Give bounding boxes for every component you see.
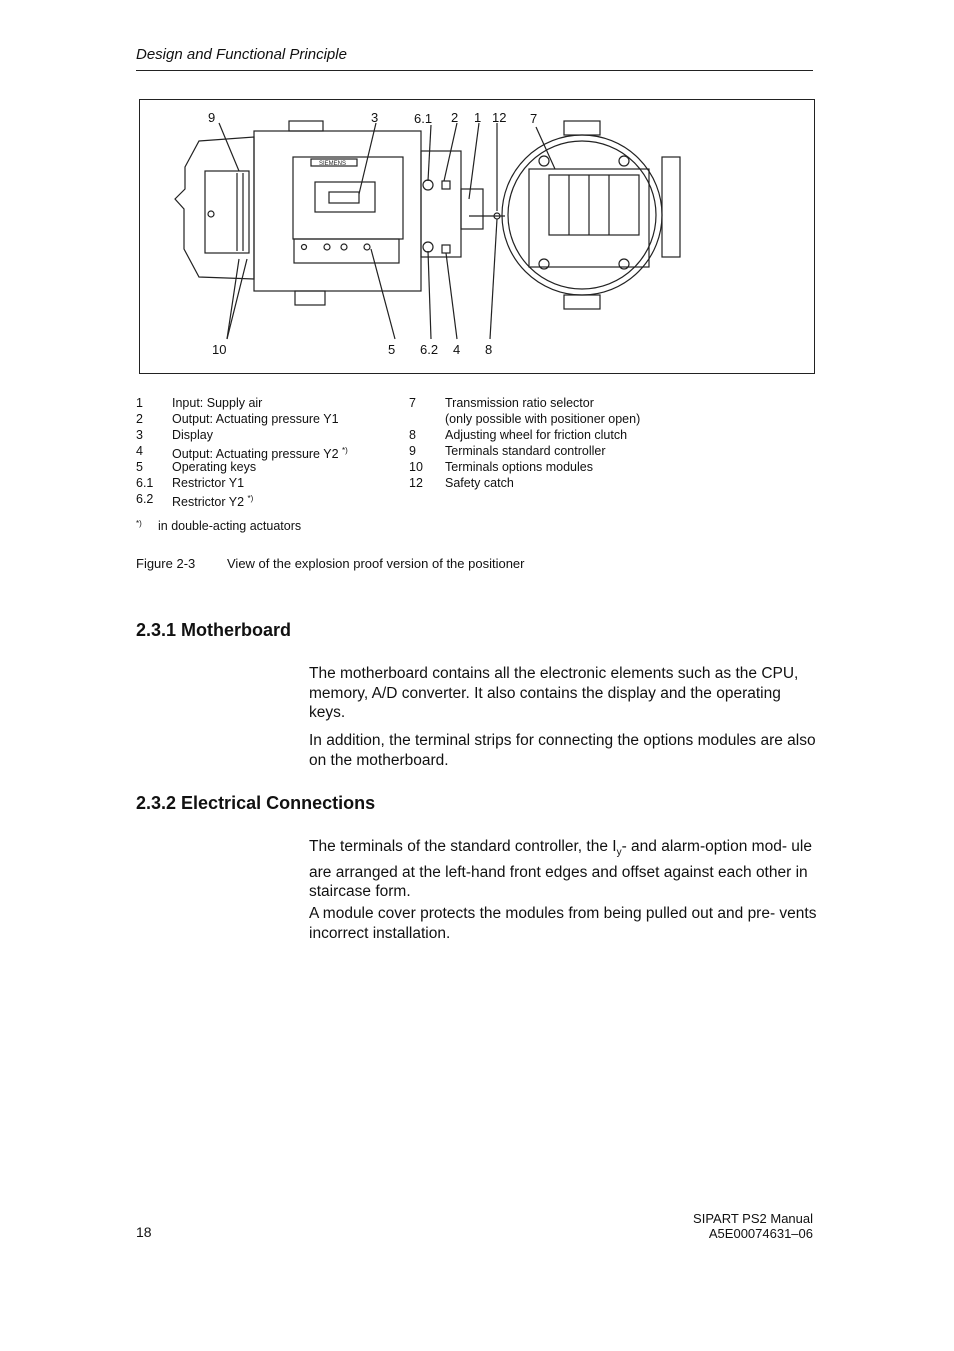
section-heading-electrical-connections: 2.3.2 Electrical Connections — [136, 793, 376, 813]
legend-num: 10 — [409, 460, 423, 474]
keypad — [294, 239, 399, 263]
footnote-text: in double-acting actuators — [158, 519, 302, 533]
legend-text: Terminals options modules — [445, 460, 593, 474]
callout-8: 8 — [485, 342, 493, 357]
legend-text: Operating keys — [172, 460, 257, 474]
legend-text: Restrictor Y1 — [172, 476, 245, 490]
callout-3: 3 — [371, 110, 379, 125]
legend-text-main: Restrictor Y2 — [172, 495, 245, 510]
section-heading-motherboard: 2.3.1 Motherboard — [136, 620, 292, 640]
manual-title: SIPART PS2 Manual — [693, 1211, 813, 1226]
callout-6-2: 6.2 — [420, 342, 439, 357]
subscript: y — [616, 847, 622, 859]
legend-num: 6.1 — [136, 476, 154, 490]
paragraph: A module cover protects the modules from being pulled out and pre- vents incorrect installation. — [309, 905, 817, 942]
paragraph: The motherboard contains all the electronic elements such as the CPU, memory, A/D converter. It also contains the display and the operating keys. — [309, 665, 799, 721]
legend-num: 6.2 — [136, 492, 154, 506]
callout-7: 7 — [530, 111, 538, 126]
positioner-drawing — [139, 99, 815, 374]
legend-num: 1 — [136, 396, 143, 410]
callout-2: 2 — [451, 110, 459, 125]
figure-caption-label: Figure 2-3 — [136, 556, 196, 571]
main-body — [254, 131, 421, 291]
legend-num: 3 — [136, 428, 143, 442]
display-panel — [315, 182, 375, 212]
legend-num: 2 — [136, 412, 143, 426]
round-housing — [502, 135, 662, 295]
document-number: A5E00074631–06 — [708, 1226, 813, 1241]
footnote-marker: *) — [247, 494, 254, 503]
paragraph-text: - and alarm-option mod- ule are arranged at the left-hand front edges and offset against each other in staircase form. — [309, 838, 812, 901]
legend-text: Safety catch — [445, 476, 514, 490]
callout-9: 9 — [208, 110, 216, 125]
callout-12: 12 — [492, 110, 507, 125]
legend-right — [409, 395, 689, 491]
header-rule — [136, 70, 813, 71]
legend-text: (only possible with positioner open) — [445, 412, 641, 426]
legend-num: 9 — [409, 444, 416, 458]
figure-caption-text: View of the explosion proof version of the positioner — [227, 556, 525, 571]
legend-text — [172, 491, 253, 510]
footnote-marker: *) — [342, 446, 348, 455]
legend-text: Adjusting wheel for friction clutch — [445, 428, 628, 442]
page-number: 18 — [136, 1224, 152, 1240]
legend-num: 5 — [136, 460, 143, 474]
left-housing — [175, 137, 254, 279]
legend-text: Output: Actuating pressure Y1 — [172, 412, 339, 426]
legend-left — [136, 395, 396, 510]
legend-text: Terminals standard controller — [445, 444, 606, 458]
paragraph-text: The terminals of the standard controller, the I — [309, 838, 617, 855]
terminal-block — [205, 171, 249, 253]
footnote-mark-sup: *) — [136, 519, 142, 528]
legend-num: 4 — [136, 444, 143, 458]
legend-text: Transmission ratio selector — [445, 396, 594, 410]
callout-6-1: 6.1 — [414, 111, 433, 126]
callout-4: 4 — [453, 342, 461, 357]
paragraph: In addition, the terminal strips for connecting the options modules are also on the motherboard. — [309, 732, 816, 769]
legend-text: Display — [172, 428, 213, 442]
legend-text-main: Output: Actuating pressure Y2 — [172, 447, 339, 462]
legend-text: Input: Supply air — [172, 396, 263, 410]
callout-1: 1 — [474, 110, 482, 125]
legend-num: 8 — [409, 428, 416, 442]
pneumatic-block — [421, 151, 461, 257]
callout-5: 5 — [388, 342, 396, 357]
brand-label: SIEMENS — [319, 161, 347, 167]
running-header: Design and Functional Principle — [136, 46, 347, 63]
legend-num: 12 — [409, 476, 423, 490]
footnote-mark — [136, 516, 142, 535]
display-window — [293, 157, 403, 239]
legend-num: 7 — [409, 396, 416, 410]
callout-10: 10 — [212, 342, 227, 357]
paragraph — [309, 837, 821, 902]
